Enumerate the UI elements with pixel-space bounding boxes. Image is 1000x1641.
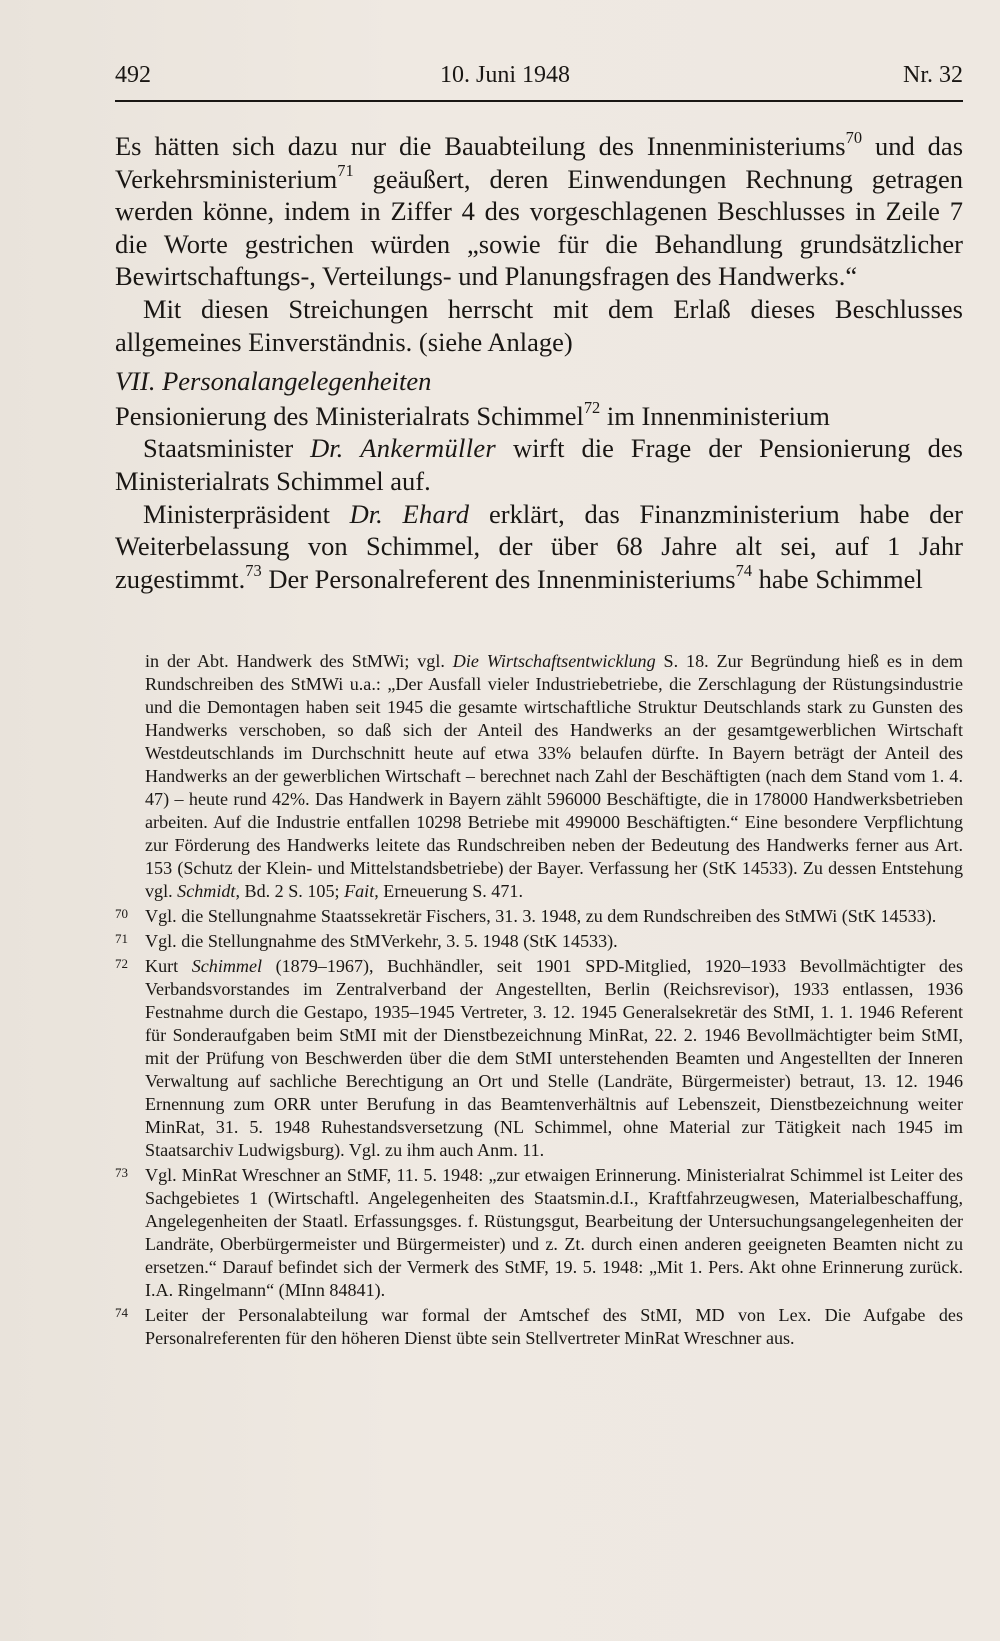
text-run: und das Verkehrsministerium [115,131,964,194]
footnote-ref: 70 [845,128,863,148]
text-run: im Innenministerium [600,400,830,431]
footnote-ref: 72 [583,397,601,417]
text-run: in der Abt. Handwerk des StMWi; vgl. [145,651,453,671]
header-rule [115,100,963,102]
text-run: Staatsminister [143,433,311,464]
text-run: , Bd. 2 S. 105; [235,881,345,901]
footnote-number: 73 [115,1165,128,1180]
text-run: wirft die Frage der Pensionierung des Ministerialrats Schimmel auf. [115,433,963,496]
footnote-73 [115,1164,963,1302]
footnote-71 [115,930,963,953]
text-run: Pensionierung des Ministerialrats Schimmel [115,400,584,431]
text-run: Ministerpräsident [143,498,350,529]
footnote-number: 72 [115,956,128,971]
text-run: , Erneuerung S. 471. [374,881,523,901]
footnote-text: Vgl. MinRat Wreschner an StMF, 11. 5. 1948: „zur etwaigen Erinnerung. Ministerialrat Schimmel ist Leiter des Sachgebietes 1 (Wirtschaftl. Angelegenheiten des Staatsmin.d.I., Kraftfahrzeugwesen, Materialbeschaffung, Angelegenheiten der Staatl. Erfassungsges. f. Rüstungsgut, Bearbeitung der Untersuchungsangelegenheiten der Landräte, Oberbürgermeister und Bürgermeister) und z. Zt. durch einen anderen geeigneten Beamten nicht zu ersetzen.“ Darauf befindet sich der Vermerk des StMF, 19. 5. 1948: „Mit 1. Pers. Akt ohne Erinnerung zurück. I.A. Ringelmann“ (MInn 84841). [145,1165,963,1300]
header-date: 10. Juni 1948 [440,62,571,88]
footnote-ref: 74 [735,560,753,580]
running-header [115,62,963,94]
cited-author: Schmidt [177,881,236,901]
section-heading: VII. Personalangelegenheiten [115,366,432,397]
footnote-text: Vgl. die Stellungnahme Staatssekretär Fischers, 31. 3. 1948, zu dem Rundschreiben des StMWi (StK 14533). [145,906,937,926]
footnote-74 [115,1304,963,1350]
footnote-text: Vgl. die Stellungnahme des StMVerkehr, 3. 5. 1948 (StK 14533). [145,931,618,951]
main-text [115,130,963,595]
footnote-number: 70 [115,906,128,921]
footnote-ref: 71 [337,160,354,180]
person-name: Ankermüller [360,433,497,464]
footnote-continued [115,650,963,903]
text-run: Kurt [145,956,192,976]
paragraph [115,498,963,596]
person-name: Schimmel [191,956,263,976]
text-run: erklärt, das Finanzministerium habe der Weiterbelassung von Schimmel, der über 68 Jahre alt sei, auf 1 Jahr zugestimmt. [115,498,964,594]
footnote-number: 71 [115,931,128,946]
page-number: 492 [115,62,151,88]
paragraph: Mit diesen Streichungen herrscht mit dem Erlaß dieses Beschlusses allgemeines Einverständnis. (siehe Anlage) [115,293,963,357]
text-run: habe Schimmel [752,563,923,594]
person-name: Ehard [402,498,470,529]
title-dr: Dr. [310,433,344,464]
footnote-72 [115,955,963,1162]
footnotes [115,650,963,1350]
footnote-ref: 73 [245,560,262,580]
text-run: Der Personalreferent des Innenministeriums [261,563,736,594]
text-run: geäußert, deren Einwendungen Rechnung getragen werden könne, indem in Ziffer 4 des vorgeschlagenen Beschlusses in Zeile 7 die Worte gestrichen würden „sowie für die Behandlung grundsätzlicher Bewirtschaftungs-, Verteilungs- und Planungsfragen des Handwerks.“ [115,163,963,292]
title-dr: Dr. [349,498,383,529]
text-run: Es hätten sich dazu nur die Bauabteilung des Innenministeriums [115,131,846,161]
cited-title: Die Wirtschaftsentwicklung [452,651,656,671]
footnote-70 [115,905,963,928]
footnote-number: 74 [115,1305,128,1320]
paragraph [115,432,963,497]
footnote-text: Leiter der Personalabteilung war formal der Amtschef des StMI, MD von Lex. Die Aufgabe des Personalreferenten für den höheren Dienst übte sein Stellvertreter MinRat Wreschner aus. [145,1305,963,1348]
text-run: (1879–1967), Buchhändler, seit 1901 SPD-Mitglied, 1920–1933 Bevollmächtigter des Verbandsvorstandes im Zentralverband der Angestellten, Berlin (Reichsrevisor), 1933 entlassen, 1936 Festnahme durch die Gestapo, 1935–1945 Vertreter, 3. 12. 1945 Generalsekretär des StMI, 1. 1. 1946 Referent für Sonderaufgaben beim StMI mit der Dienstbezeichnung MinRat, 22. 2. 1946 Bevollmächtigter beim StMI, mit der Prüfung von Beschwerden über die dem StMI unterstehenden Beamten und Angestellten der Inneren Verwaltung auf sachliche Berechtigung an Ort und Stelle (Landräte, Bürgermeister) betraut, 13. 12. 1946 Ernennung zum ORR unter Berufung in das Beamtenverhältnis auf Lebenszeit, Dienstbezeichnung weiter MinRat, 31. 5. 1948 Ruhestandsversetzung (NL Schimmel, ohne Material zur Tätigkeit nach 1945 im Staatsarchiv Ludwigsburg). Vgl. zu ihm auch Anm. 11. [145,956,963,1160]
paragraph [115,130,963,293]
document-number: Nr. 32 [903,62,963,88]
agenda-item-title [115,397,963,433]
text-run: S. 18. Zur Begründung hieß es in dem Rundschreiben des StMWi u.a.: „Der Ausfall vieler Industriebetriebe, die Zerschlagung der Rüstungsindustrie und die Demontagen haben seit 1945 die gesamte wirtschaftliche Struktur Deutschlands stark zu Gunsten des Handwerks verschoben, so daß sich der Anteil des Handwerks an der gesamtgewerblichen Wirtschaft Westdeutschlands im Durchschnitt heute auf etwa 33% belaufen dürfte. In Bayern beträgt der Anteil des Handwerks an der gewerblichen Wirtschaft – berechnet nach Zahl der Beschäftigten (nach dem Stand vom 1. 4. 47) – heute rund 42%. Das Handwerk in Bayern zählt 596000 Beschäftigte, die in 178000 Handwerksbetrieben arbeiten. Auf die Industrie entfallen 10298 Betriebe mit 499000 Beschäftigten.“ Eine besondere Verpflichtung zur Förderung des Handwerks leitete das Rundschreiben neben der Bedeutung des Handwerks ferner aus Art. 153 (Schutz der Klein- und Mittelstandsbetriebe) der Bayer. Verfassung her (StK 14533). Zu dessen Entstehung vgl. [145,651,963,901]
cited-author: Fait [344,881,375,901]
